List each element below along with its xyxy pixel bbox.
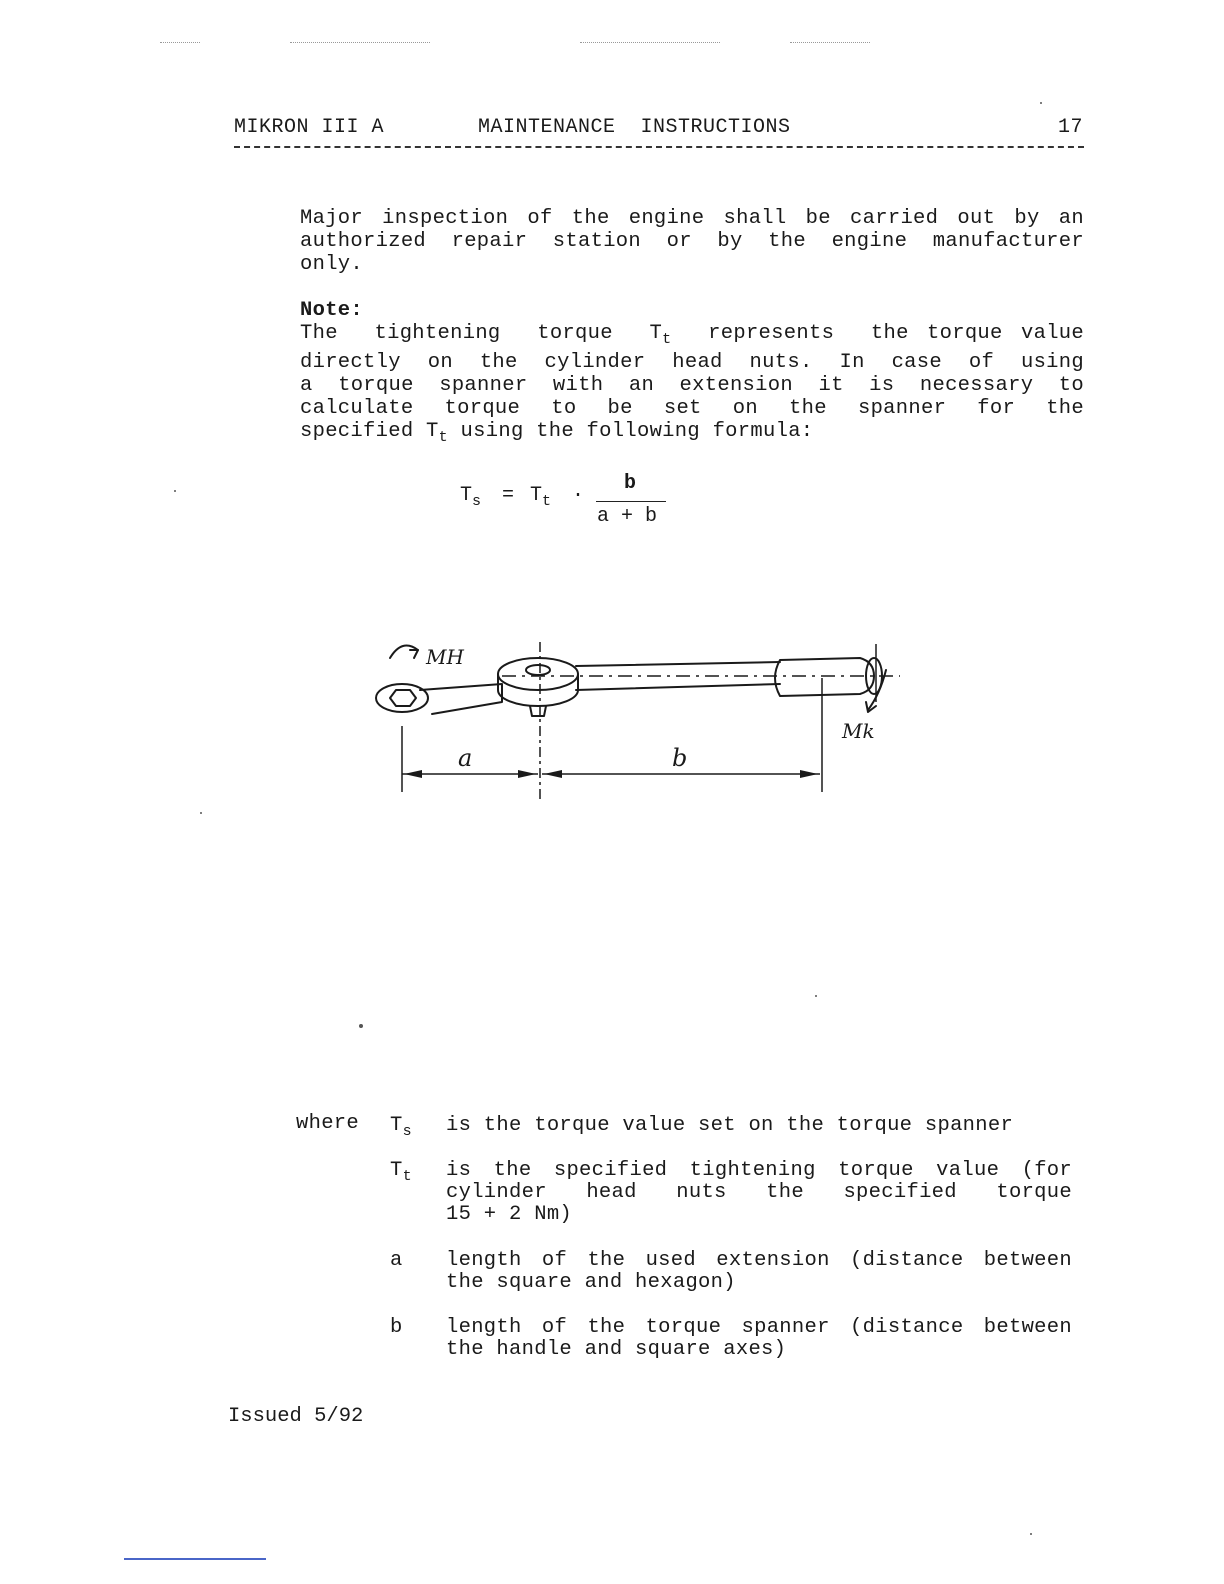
definition-line: the handle and square axes) (446, 1338, 787, 1361)
definition-line: length of the used extension (distance between (446, 1249, 1072, 1272)
header-rule (234, 146, 1084, 148)
header-model: MIKRON III A (234, 116, 385, 139)
note-line: calculate torque to be set on the spanner for the (300, 397, 1084, 420)
issued-date: Issued 5/92 (228, 1405, 364, 1428)
bottom-edge-line (124, 1558, 266, 1560)
definition-symbol (390, 1250, 403, 1272)
symbol-letter: b (390, 1316, 403, 1339)
note-block (300, 299, 1084, 449)
definition-text (446, 1250, 1072, 1294)
dim-arrowhead (544, 770, 562, 778)
intro-line: Major inspection of the engine shall be carried out by an (300, 207, 1084, 230)
spanner-handle (775, 658, 874, 696)
scan-speck (1030, 1533, 1032, 1535)
scan-artifact-line (580, 42, 720, 44)
definition-symbol (390, 1115, 412, 1143)
note-line: a torque spanner with an extension it is necessary to (300, 374, 1084, 397)
square-drive (526, 665, 550, 675)
formula-rhs (530, 484, 551, 510)
formula-symbol: T (460, 484, 473, 507)
note-line (300, 420, 1084, 449)
square-drive-lower (530, 706, 546, 716)
dim-arrowhead (800, 770, 818, 778)
dimension-b-label: b (672, 744, 688, 772)
definition-line: 15 + 2 Nm) (446, 1203, 573, 1226)
dim-arrowhead (518, 770, 536, 778)
definition-text (446, 1115, 1058, 1137)
formula-symbol: T (530, 484, 543, 507)
extension-ring (376, 684, 428, 712)
scan-speck (815, 995, 817, 997)
where-label: where (296, 1112, 360, 1135)
extension-arm (420, 684, 502, 714)
header-title: MAINTENANCE INSTRUCTIONS (478, 116, 791, 139)
formula-subscript: s (472, 493, 482, 510)
note-text: specified T (300, 420, 439, 443)
formula-dot: · (572, 484, 585, 507)
formula-lhs (460, 484, 481, 510)
note-line (300, 322, 1084, 351)
fraction-bar (596, 501, 666, 502)
symbol-letter: T (390, 1159, 403, 1182)
moment-handle-arrowhead (410, 650, 418, 658)
moment-handle-arrow (390, 646, 418, 659)
definition-symbol (390, 1317, 403, 1339)
moment-handle-label: MH (426, 645, 464, 669)
scan-speck (174, 490, 176, 492)
torque-formula (460, 472, 680, 534)
note-line: directly on the cylinder head nuts. In case of using (300, 351, 1084, 374)
symbol-subscript: t (402, 1168, 412, 1185)
hexagon-nut (390, 690, 416, 706)
formula-numerator: b (624, 472, 637, 495)
symbol-letter: T (390, 1114, 403, 1137)
symbol-letter: a (390, 1249, 403, 1272)
scan-speck (1040, 102, 1042, 104)
definition-text (446, 1317, 1072, 1361)
note-text: using the following formula: (447, 420, 814, 443)
formula-denominator: a + b (597, 505, 658, 528)
dim-arrowhead (404, 770, 422, 778)
definition-line: cylinder head nuts the specified torque (446, 1181, 1072, 1204)
scan-artifact-line (290, 42, 430, 44)
intro-paragraph (300, 207, 1084, 276)
note-subscript: t (662, 331, 672, 348)
note-heading: Note: (300, 299, 364, 322)
note-subscript: t (438, 429, 448, 446)
intro-line: authorized repair station or by the engine manufacturer (300, 230, 1084, 253)
note-text: represents the torque value (671, 322, 1084, 345)
note-text: The tightening torque T (300, 322, 663, 345)
formula-subscript: t (542, 493, 552, 510)
scan-artifact-line (790, 42, 870, 44)
formula-equals: = (502, 484, 515, 507)
dimension-a-label: a (458, 744, 473, 772)
scan-artifact-line (160, 42, 200, 44)
scan-speck (200, 812, 202, 814)
moment-k-label: Mk (842, 719, 875, 743)
definition-text (446, 1160, 1072, 1226)
definition-symbol (390, 1160, 412, 1188)
page-number: 17 (1058, 116, 1084, 139)
intro-line: only. (300, 253, 364, 276)
scan-speck (359, 1024, 363, 1028)
definition-line: is the torque value set on the torque spanner (446, 1114, 1014, 1137)
definition-line: is the specified tightening torque value (for (446, 1159, 1072, 1182)
torque-spanner-diagram (360, 630, 920, 810)
symbol-subscript: s (402, 1123, 412, 1140)
definition-line: the square and hexagon) (446, 1271, 736, 1294)
definition-line: length of the torque spanner (distance between (446, 1316, 1072, 1339)
